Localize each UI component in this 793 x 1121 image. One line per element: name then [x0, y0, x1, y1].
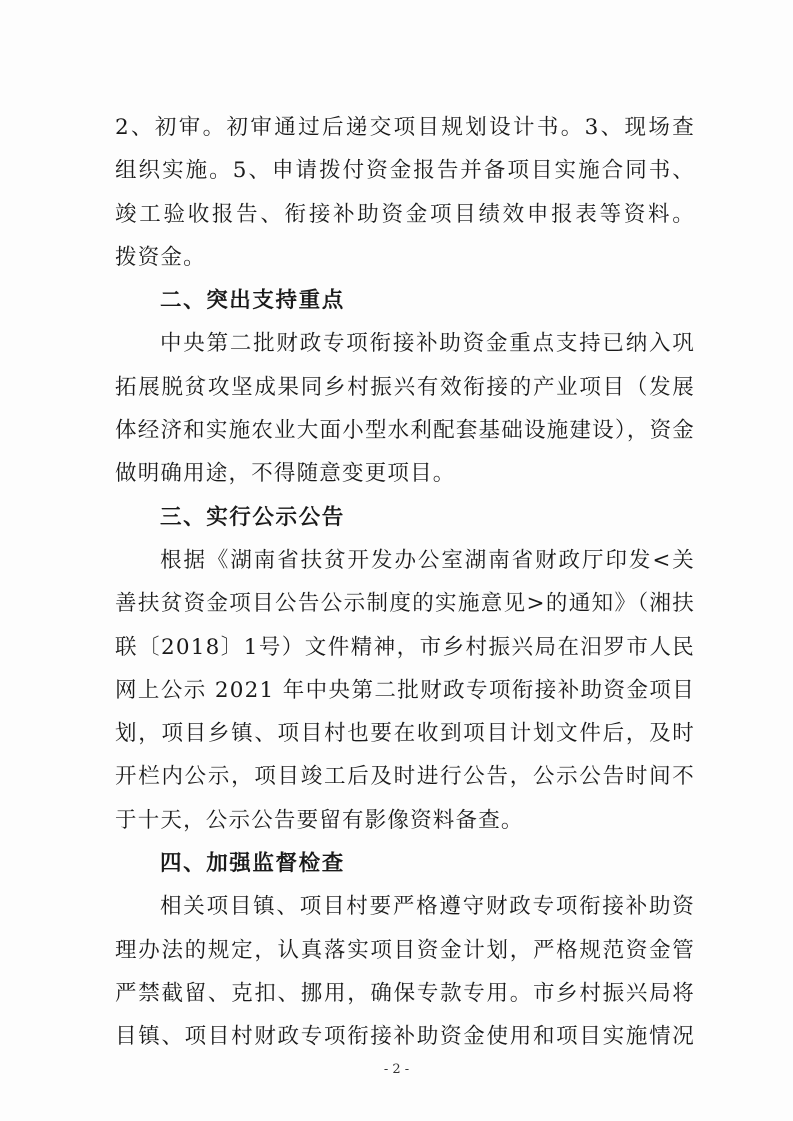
- body-line: 理办法的规定，认真落实项目资金计划，严格规范资金管: [115, 937, 695, 963]
- body-line: 相关项目镇、项目村要严格遵守财政专项衔接补助资: [160, 894, 695, 920]
- body-line: 善扶贫资金项目公告公示制度的实施意见>的通知》（湘扶: [115, 591, 695, 617]
- body-line: 开栏内公示，项目竣工后及时进行公告，公示公告时间不: [115, 764, 695, 790]
- section-heading: 二、突出支持重点: [160, 288, 345, 314]
- body-line: 网上公示 2021 年中央第二批财政专项衔接补助资金项目: [115, 677, 695, 703]
- body-line: 严禁截留、克扣、挪用，确保专款专用。市乡村振兴局将: [115, 980, 695, 1006]
- body-line: 划，项目乡镇、项目村也要在收到项目计划文件后，及时: [115, 721, 695, 747]
- body-line: 联〔2018〕1号）文件精神，市乡村振兴局在汨罗市人民: [115, 634, 695, 660]
- section-heading: 四、加强监督检查: [160, 851, 345, 877]
- body-line: 做明确用途，不得随意变更项目。: [115, 461, 456, 487]
- body-line: 体经济和实施农业大面小型水利配套基础设施建设），资金: [115, 418, 695, 444]
- body-line: 2、初审。初审通过后递交项目规划设计书。3、现场查: [115, 115, 695, 140]
- body-line: 于十天，公示公告要留有影像资料备查。: [115, 807, 524, 833]
- body-line: 组织实施。5、申请拨付资金报告并备项目实施合同书、: [115, 158, 695, 184]
- body-line: 目镇、项目村财政专项衔接补助资金使用和项目实施情况: [115, 1024, 695, 1050]
- body-line: 拨资金。: [115, 244, 206, 270]
- body-line: 中央第二批财政专项衔接补助资金重点支持已纳入巩: [160, 331, 695, 357]
- page-number: - 2 -: [383, 1062, 410, 1077]
- body-line: 竣工验收报告、衔接补助资金项目绩效申报表等资料。: [115, 201, 695, 227]
- section-heading: 三、实行公示公告: [160, 504, 345, 530]
- body-line: 拓展脱贫攻坚成果同乡村振兴有效衔接的产业项目（发展: [115, 374, 695, 400]
- body-line: 根据《湖南省扶贫开发办公室湖南省财政厅印发<关: [160, 547, 695, 573]
- document-body: [115, 106, 695, 1059]
